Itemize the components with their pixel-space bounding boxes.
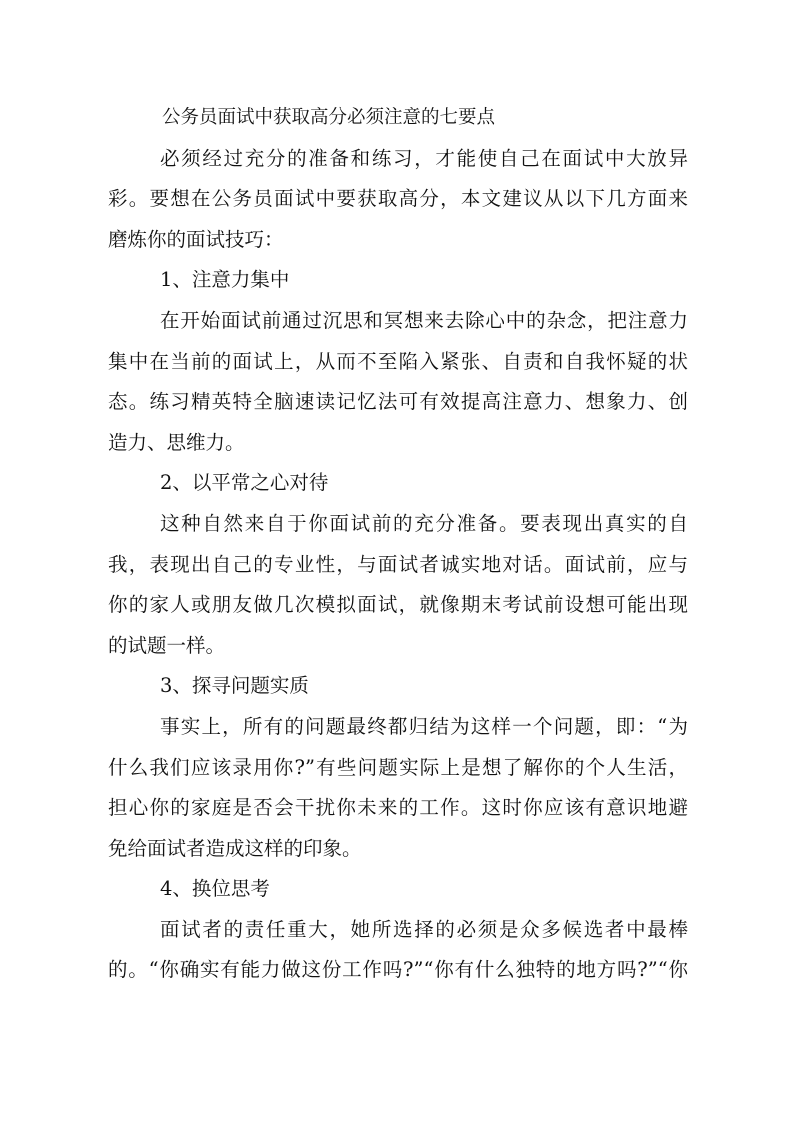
paragraph-line: 事实上，所有的问题最终都归结为这样一个问题，即：“为 — [160, 714, 688, 738]
document-body — [108, 98, 688, 991]
intro-line: 必须经过充分的准备和练习，才能使自己在面试中大放异 — [160, 146, 688, 170]
paragraph-line: 我，表现出自己的专业性，与面试者诚实地对话。面试前，应与 — [108, 552, 688, 576]
intro-line: 磨炼你的面试技巧： — [108, 227, 284, 251]
section-heading: 1、注意力集中 — [160, 268, 290, 292]
paragraph-line: 面试者的责任重大，她所选择的必须是众多候选者中最棒 — [160, 917, 688, 941]
paragraph-line: 这种自然来自于你面试前的充分准备。要表现出真实的自 — [160, 511, 688, 535]
document-title: 公务员面试中获取高分必须注意的七要点 — [162, 107, 496, 128]
paragraph-line: 什么我们应该录用你?”有些问题实际上是想了解你的个人生活， — [108, 755, 688, 779]
paragraph-line: 的试题一样。 — [108, 633, 226, 657]
paragraph-line: 免给面试者造成这样的印象。 — [108, 836, 362, 860]
paragraph-line: 你的家人或朋友做几次模拟面试，就像期末考试前设想可能出现 — [108, 593, 688, 617]
paragraph-line: 集中在当前的面试上，从而不至陷入紧张、自责和自我怀疑的状 — [108, 349, 688, 373]
paragraph-line: 在开始面试前通过沉思和冥想来去除心中的杂念，把注意力 — [160, 308, 688, 332]
section-heading: 2、以平常之心对待 — [160, 471, 329, 495]
paragraph-line: 担心你的家庭是否会干扰你未来的工作。这时你应该有意识地避 — [108, 796, 688, 820]
paragraph-line: 的。“你确实有能力做这份工作吗?”“你有什么独特的地方吗?”“你 — [108, 958, 688, 982]
paragraph-line: 造力、思维力。 — [108, 430, 245, 454]
section-heading: 4、换位思考 — [160, 877, 270, 901]
paragraph-line: 态。练习精英特全脑速读记忆法可有效提高注意力、想象力、创 — [108, 390, 688, 414]
intro-line: 彩。要想在公务员面试中要获取高分，本文建议从以下几方面来 — [108, 187, 688, 211]
section-heading: 3、探寻问题实质 — [160, 674, 309, 698]
